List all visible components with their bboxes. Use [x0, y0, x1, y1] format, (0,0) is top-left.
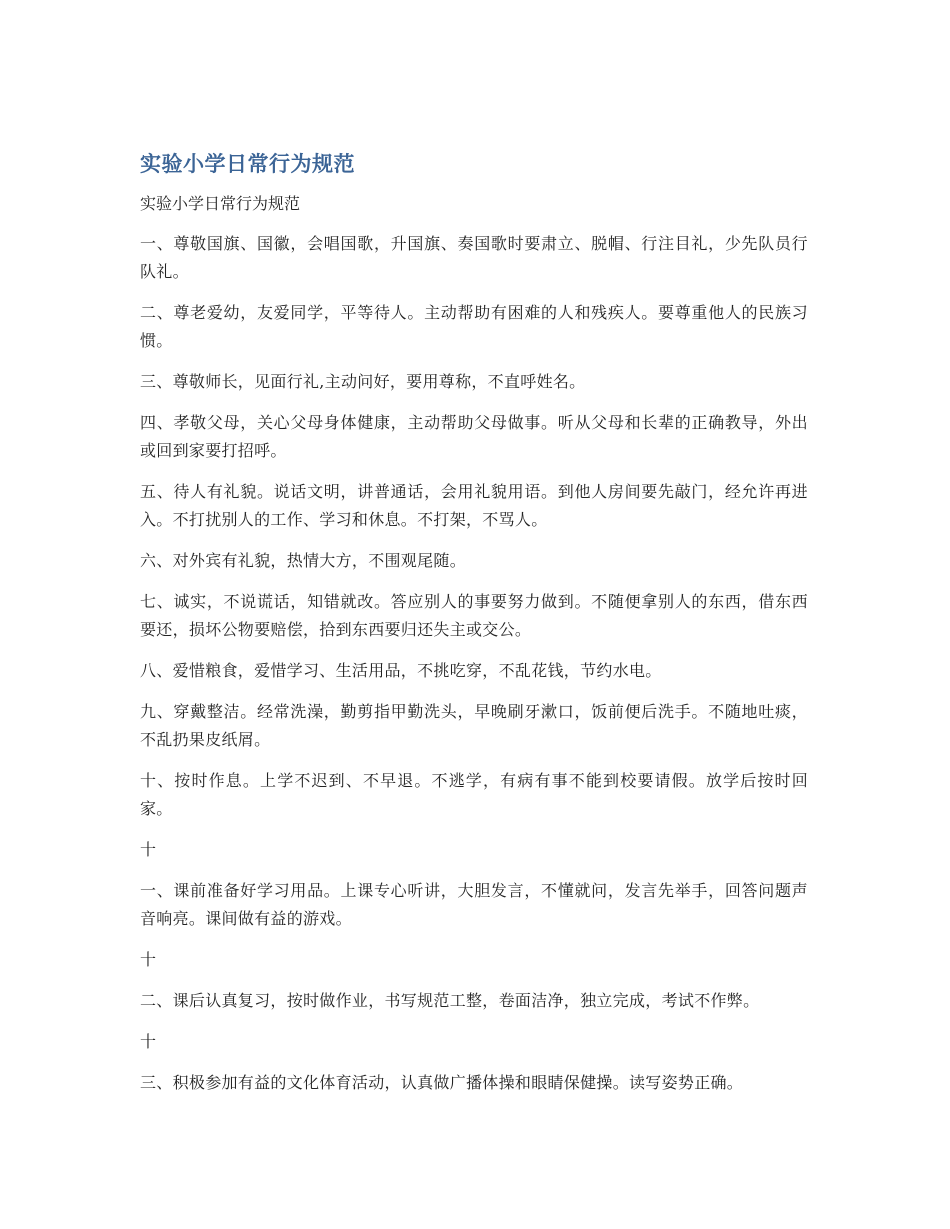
paragraph: 二、尊老爱幼，友爱同学，平等待人。主动帮助有困难的人和残疾人。要尊重他人的民族习惯。 — [140, 303, 808, 350]
paragraph: 六、对外宾有礼貌，热情大方，不围观尾随。 — [140, 551, 467, 570]
paragraph: 九、穿戴整洁。经常洗澡，勤剪指甲勤洗头，早晚刷牙漱口，饭前便后洗手。不随地吐痰，不乱扔果皮纸屑。 — [140, 702, 808, 749]
paragraph: 十 — [140, 950, 157, 969]
paragraph: 五、待人有礼貌。说话文明，讲普通话，会用礼貌用语。到他人房间要先敲门，经允许再进入。不打扰别人的工作、学习和休息。不打架，不骂人。 — [140, 482, 808, 529]
document-title: 实验小学日常行为规范 — [140, 152, 355, 176]
paragraph: 一、尊敬国旗、国徽，会唱国歌，升国旗、奏国歌时要肃立、脱帽、行注目礼，少先队员行队礼。 — [140, 234, 808, 281]
paragraph: 七、诚实，不说谎话，知错就改。答应别人的事要努力做到。不随便拿别人的东西，借东西要还，损坏公物要赔偿，拾到东西要归还失主或交公。 — [140, 592, 808, 639]
paragraph: 一、课前准备好学习用品。上课专心听讲，大胆发言，不懂就问，发言先举手，回答问题声音响亮。课间做有益的游戏。 — [140, 881, 808, 928]
paragraph: 二、课后认真复习，按时做作业，书写规范工整，卷面洁净，独立完成，考试不作弊。 — [140, 991, 760, 1010]
paragraph: 三、积极参加有益的文化体育活动，认真做广播体操和眼睛保健操。读写姿势正确。 — [140, 1073, 744, 1092]
paragraph: 三、尊敬师长，见面行礼,主动问好，要用尊称，不直呼姓名。 — [140, 372, 586, 391]
document-subtitle: 实验小学日常行为规范 — [140, 194, 301, 213]
paragraph: 十、按时作息。上学不迟到、不早退。不逃学，有病有事不能到校要请假。放学后按时回家。 — [140, 771, 808, 818]
paragraph: 四、孝敬父母，关心父母身体健康，主动帮助父母做事。听从父母和长辈的正确教导，外出或回到家要打招呼。 — [140, 413, 808, 460]
paragraph: 十 — [140, 840, 157, 859]
paragraph: 八、爱惜粮食，爱惜学习、生活用品，不挑吃穿，不乱花钱，节约水电。 — [140, 661, 662, 680]
document-page — [140, 148, 808, 1110]
paragraph: 十 — [140, 1032, 157, 1051]
